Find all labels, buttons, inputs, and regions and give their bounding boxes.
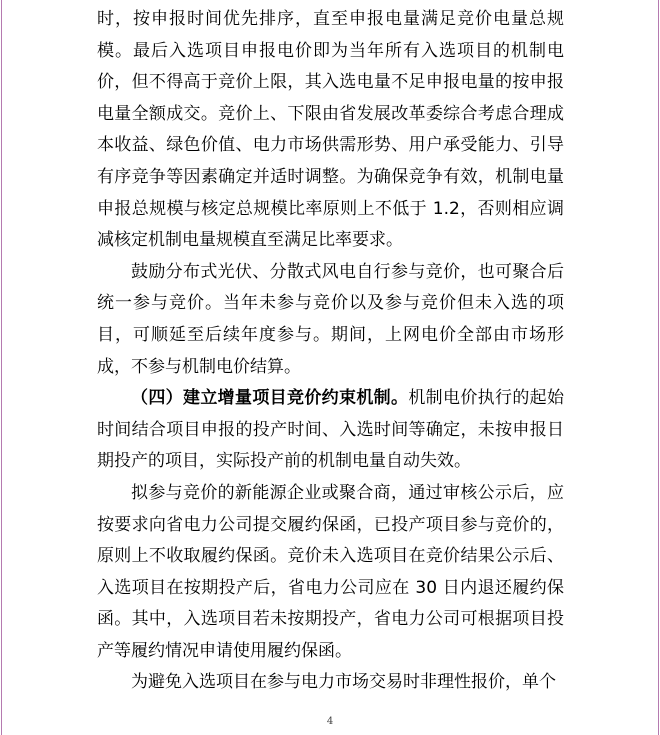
page-border-left	[1, 0, 2, 735]
paragraph-constraint-mechanism	[97, 383, 564, 478]
document-body	[97, 4, 564, 699]
paragraph-text: 为避免入选项目在参与电力市场交易时非理性报价，单个	[131, 672, 556, 693]
paragraph-continuation	[97, 4, 564, 257]
section-heading: （四）建立增量项目竞价约束机制。	[131, 388, 409, 409]
paragraph-text: 机制电价执行的起始时间结合项目申报的投产时间、入选时间等确定，未按申报日期投产的项目，实际投产前的机制电量自动失效。	[97, 388, 565, 472]
paragraph-text: 拟参与竞价的新能源企业或聚合商，通过审核公示后，应按要求向省电力公司提交履约保函，已投产项目参与竞价的，原则上不收取履约保函。竞价未入选项目在竞价结果公示后、入选项目在按期投产后，省电力公司应在 30 日内退还履约保函。其中，入选项目若未按期投产，省电力公司可根据项目投产等履约情况申请使用履约保函。	[97, 482, 564, 661]
page-border-right	[658, 0, 659, 735]
paragraph-performance-guarantee	[97, 478, 564, 668]
paragraph-text: 时，按申报时间优先排序，直至申报电量满足竞价电量总规模。最后入选项目申报电价即为当年所有入选项目的机制电价，但不得高于竞价上限，其入选电量不足申报电量的按申报电量全额成交。竞价上、下限由省发展改革委综合考虑合理成本收益、绿色价值、电力市场供需形势、用户承受能力、引导有序竞争等因素确定并适时调整。为确保竞争有效，机制电量申报总规模与核定总规模比率原则上不低于 1.2，否则相应调减核定机制电量规模直至满足比率要求。	[97, 9, 564, 251]
paragraph-text: 鼓励分布式光伏、分散式风电自行参与竞价，也可聚合后统一参与竞价。当年未参与竞价以及参与竞价但未入选的项目，可顺延至后续年度参与。期间，上网电价全部由市场形成，不参与机制电价结算。	[97, 261, 564, 377]
page-number: 4	[326, 716, 334, 727]
paragraph-irrational-bidding	[97, 667, 564, 699]
paragraph-distributed-pv	[97, 257, 564, 383]
